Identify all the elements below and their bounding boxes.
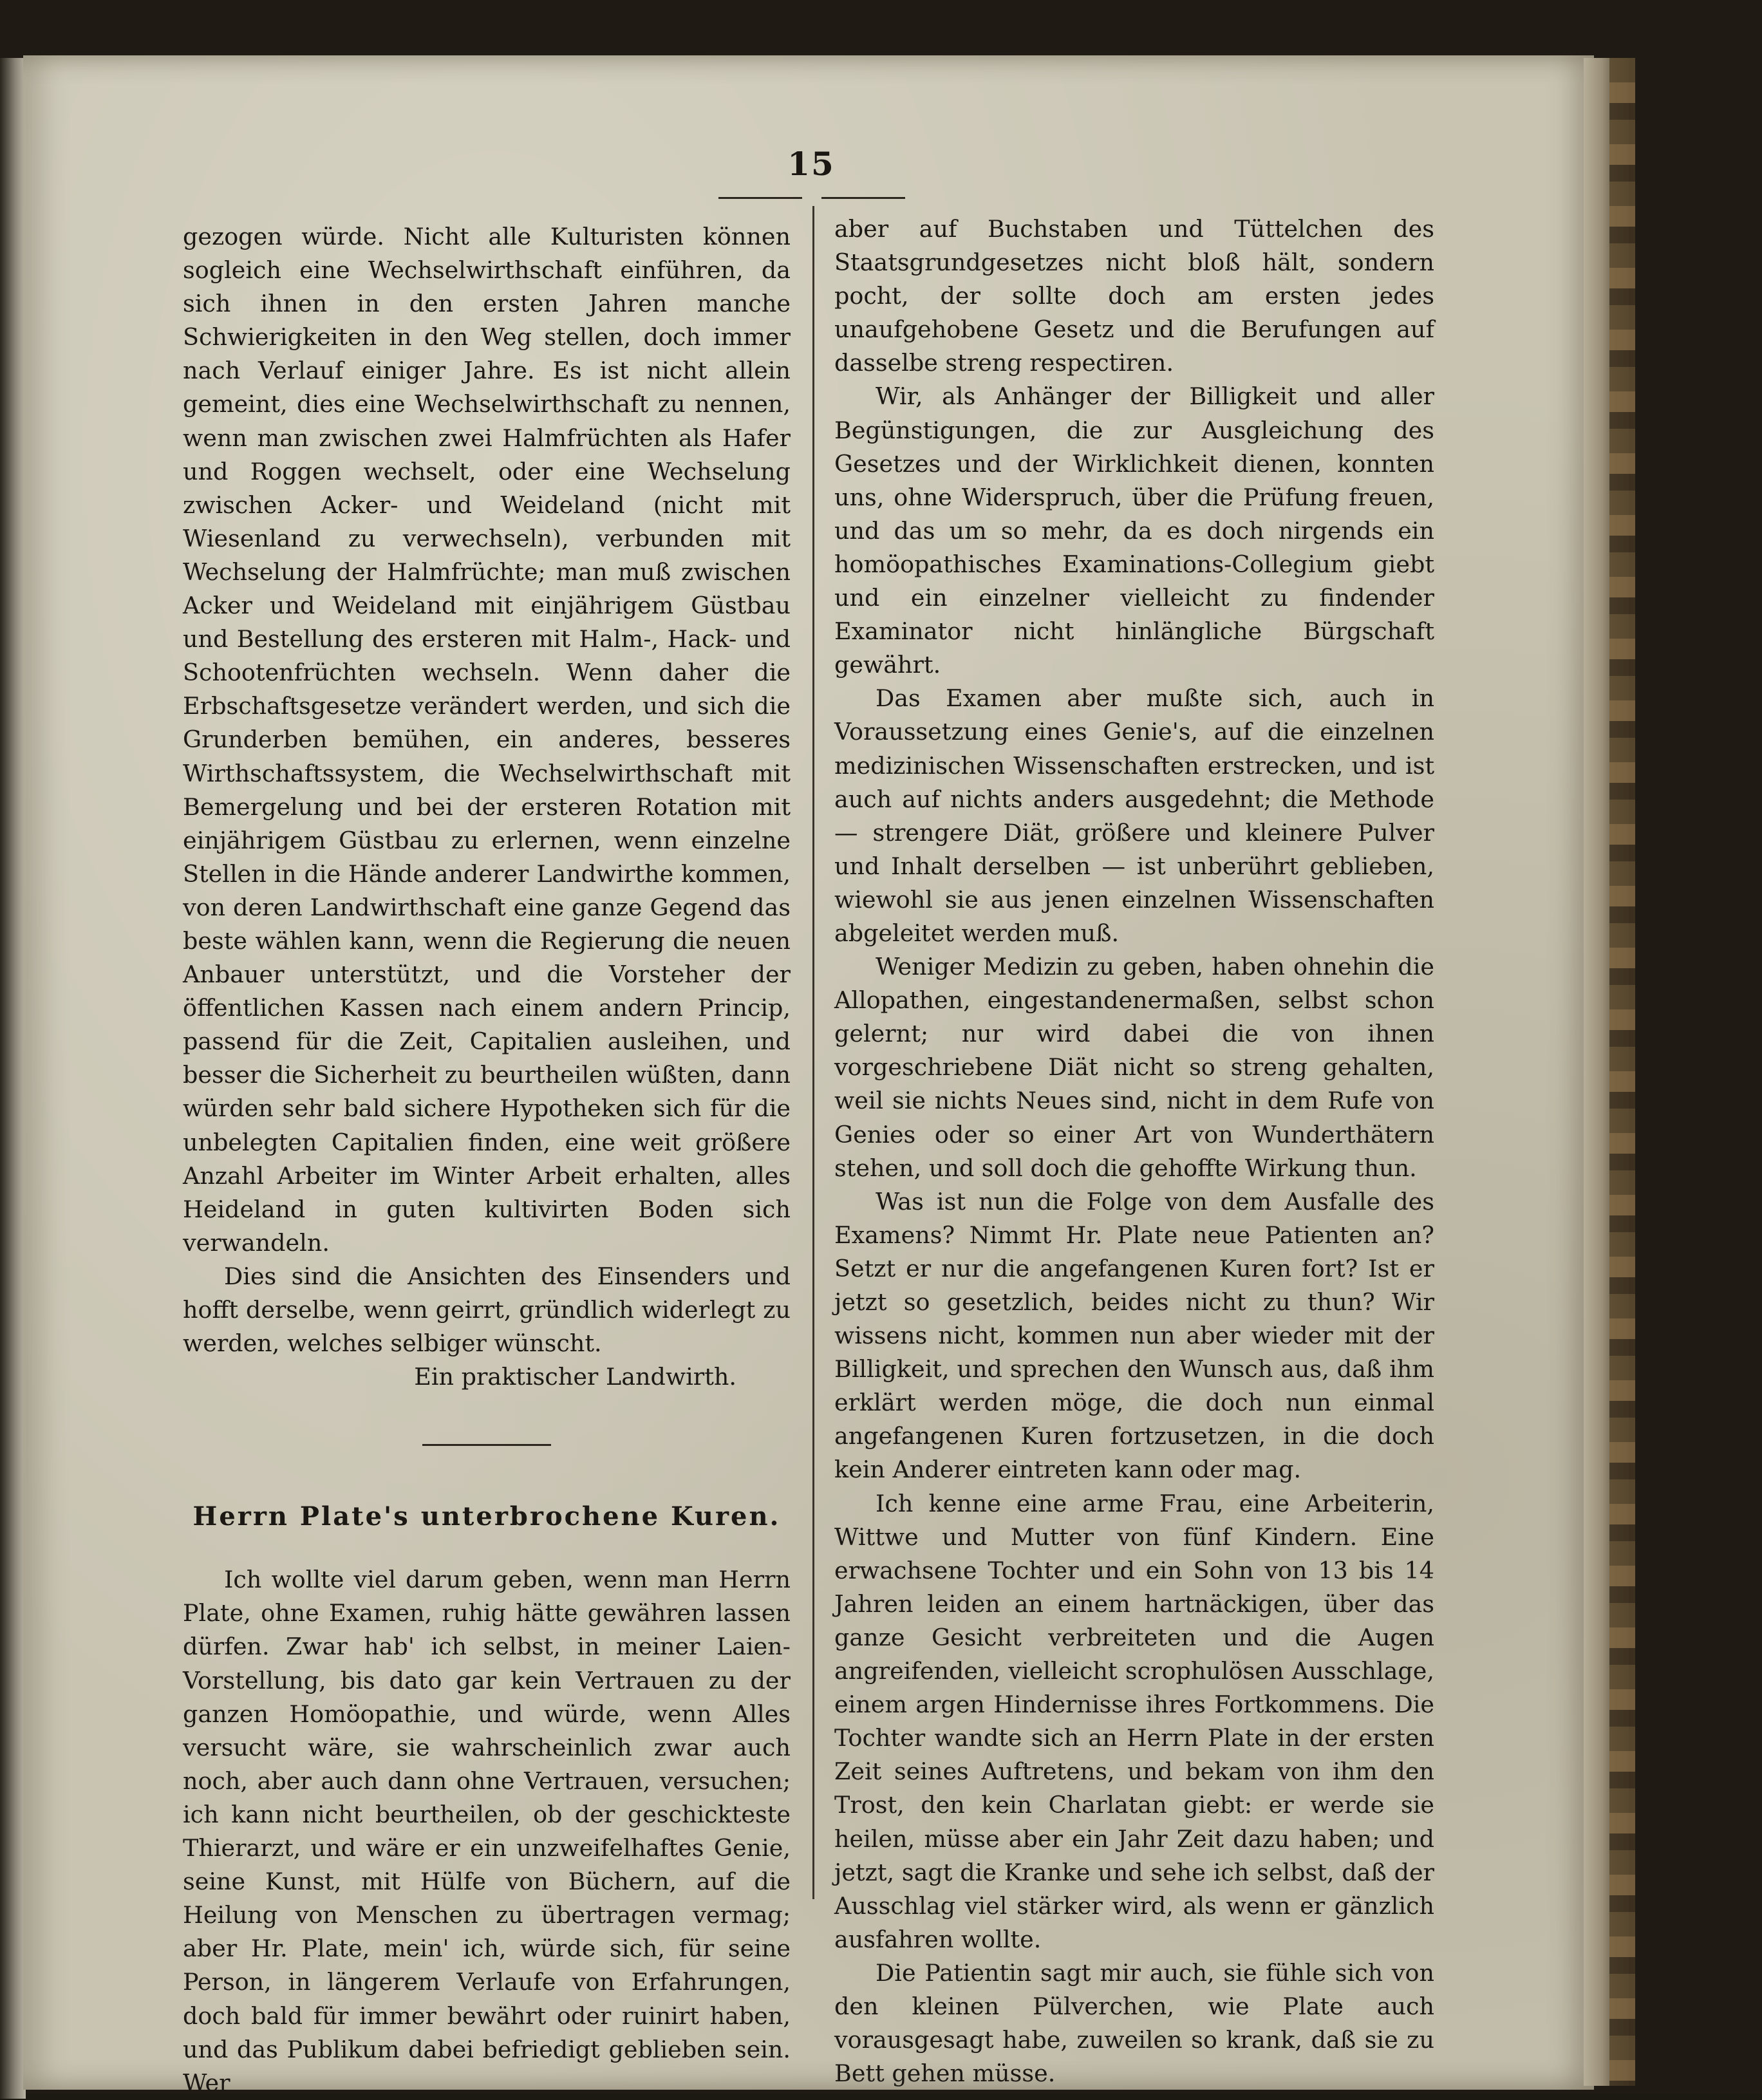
- paragraph: Wir, als Anhänger der Billigkeit und aller Begünstigungen, die zur Ausgleichung des Gesetzes und der Wirklichkeit dienen, konnten uns, ohne Widerspruch, über die Prüfung freuen, und das um so mehr, da es doch nirgends ein homöopathisches Examinations-Collegium giebt und ein einzelner vielleicht zu findender Examinator nicht hinlängliche Bürgschaft gewährt.: [834, 382, 1434, 679]
- header-rule-left: [718, 197, 802, 199]
- right-column: [834, 212, 1434, 2090]
- header-rule-right: [821, 197, 905, 199]
- paragraph: Weniger Medizin zu geben, haben ohnehin die Allopathen, eingestandenermaßen, selbst schon gelernt; nur wird dabei die von ihnen vorgeschriebene Diät nicht so streng gehalten, weil sie nichts Neues sind, nicht in dem Rufe von Genies oder so einer Art von Wunderthätern stehen, und soll doch die gehoffte Wirkung thun.: [834, 953, 1434, 1182]
- paragraph: aber auf Buchstaben und Tüttelchen des Staatsgrundgesetzes nicht bloß hält, sondern pocht, der sollte doch am ersten jedes unaufgehobene Gesetz und die Berufungen auf dasselbe streng respectiren.: [834, 215, 1434, 377]
- paragraph: Das Examen aber mußte sich, auch in Voraussetzung eines Genie's, auf die einzelnen medizinischen Wissenschaften erstrecken, und ist auch auf nichts anders ausgedehnt; die Methode — strengere Diät, größere und kleinere Pulver und Inhalt derselben — ist unberührt geblieben, wiewohl sie aus jenen einzelnen Wissenschaften abgeleitet werden muß.: [834, 684, 1434, 947]
- paragraph: Ich wollte viel darum geben, wenn man Herrn Plate, ohne Examen, ruhig hätte gewähren lassen dürfen. Zwar hab' ich selbst, in meiner Laien-Vorstellung, bis dato gar kein Vertrauen zu der ganzen Homöopathie, und würde, wenn Alles versucht wäre, sie wahrscheinlich zwar auch noch, aber auch dann ohne Vertrauen, versuchen; ich kann nicht beurtheilen, ob der geschickteste Thierarzt, und wäre er ein unzweifelhaftes Genie, seine Kunst, mit Hülfe von Büchern, auf die Heilung von Menschen zu übertragen vermag; aber Hr. Plate, mein' ich, würde sich, für seine Person, in längerem Verlaufe von Erfahrungen, doch bald für immer bewährt oder ruinirt haben, und das Publikum dabei befriedigt geblieben sein. Wer: [183, 1566, 791, 2097]
- page-number: 15: [787, 145, 835, 183]
- book-binding: [1609, 58, 1635, 2086]
- left-page-edge: [0, 58, 26, 2099]
- column-divider: [812, 206, 814, 1899]
- paragraph: Ich kenne eine arme Frau, eine Arbeiterin, Wittwe und Mutter von fünf Kindern. Eine erwachsene Tochter und ein Sohn von 13 bis 14 Jahren leiden an einem hartnäckigen, über das ganze Gesicht verbreiteten und die Augen angreifenden, vielleicht scrophulösen Ausschlage, einem argen Hindernisse ihres Fortkommens. Die Tochter wandte sich an Herrn Plate in der ersten Zeit seines Auftretens, und bekam von ihm den Trost, den kein Charlatan giebt: er werde sie heilen, müsse aber ein Jahr Zeit dazu haben; und jetzt, sagt die Kranke und sehe ich selbst, daß der Ausschlag viel stärker wird, als wenn er gänzlich ausfahren wollte.: [834, 1489, 1434, 1953]
- paragraph: Die Patientin sagt mir auch, sie fühle sich von den kleinen Pülverchen, wie Plate auch vorausgesagt habe, zuweilen so krank, daß sie zu Bett gehen müsse.: [834, 1958, 1434, 2088]
- left-column: [183, 220, 791, 2100]
- paragraph: Was ist nun die Folge von dem Ausfalle des Examens? Nimmt Hr. Plate neue Patienten an? Setzt er nur die angefangenen Kuren fort? Ist er jetzt so gesetzlich, beides nicht zu thun? Wir wissens nicht, kommen nun aber wieder mit der Billigkeit, und sprechen den Wunsch aus, daß ihm erklärt werden möge, die doch nun einmal angefangenen Kuren fortzusetzen, in die doch kein Anderer eintreten kann oder mag.: [834, 1187, 1434, 1484]
- article-title: Herrn Plate's unterbrochene Kuren.: [192, 1501, 781, 1532]
- paragraph: Dies sind die Ansichten des Einsenders und hofft derselbe, wenn geirrt, gründlich widerlegt zu werden, welches selbiger wünscht.: [183, 1262, 791, 1358]
- section-rule: [422, 1444, 551, 1446]
- paragraph: gezogen würde. Nicht alle Kulturisten können sogleich eine Wechselwirthschaft einführen, da sich ihnen in den ersten Jahren manche Schwierigkeiten in den Weg stellen, doch immer nach Verlauf einiger Jahre. Es ist nicht allein gemeint, dies eine Wechselwirthschaft zu nennen, wenn man zwischen zwei Halmfrüchten als Hafer und Roggen wechselt, oder eine Wechselung zwischen Acker- und Weideland (nicht mit Wiesenland zu verwechseln), verbunden mit Wechselung der Halmfrüchte; man muß zwischen Acker und Weideland mit einjährigem Güstbau und Bestellung des ersteren mit Halm-, Hack- und Schootenfrüchten wechseln. Wenn daher die Erbschaftsgesetze verändert werden, und sich die Grunderben bemühen, ein anderes, besseres Wirthschaftssystem, die Wechselwirthschaft mit Bemergelung und bei der ersteren Rotation mit einjährigem Güstbau zu erlernen, wenn einzelne Stellen in die Hände anderer Landwirthe kommen, von deren Landwirthschaft eine ganze Gegend das beste wählen kann, wenn die Regierung die neuen Anbauer unterstützt, und die Vorsteher der öffentlichen Kassen nach einem andern Princip, passend für die Zeit, Capitalien ausleihen, und besser die Sicherheit zu beurtheilen wüßten, dann würden sehr bald sichere Hypotheken sich für die unbelegten Capitalien finden, eine weit größere Anzahl Arbeiter im Winter Arbeit erhalten, alles Heideland in guten kultivirten Boden sich verwandeln.: [183, 223, 791, 1257]
- signature: Ein praktischer Landwirth.: [414, 1363, 736, 1391]
